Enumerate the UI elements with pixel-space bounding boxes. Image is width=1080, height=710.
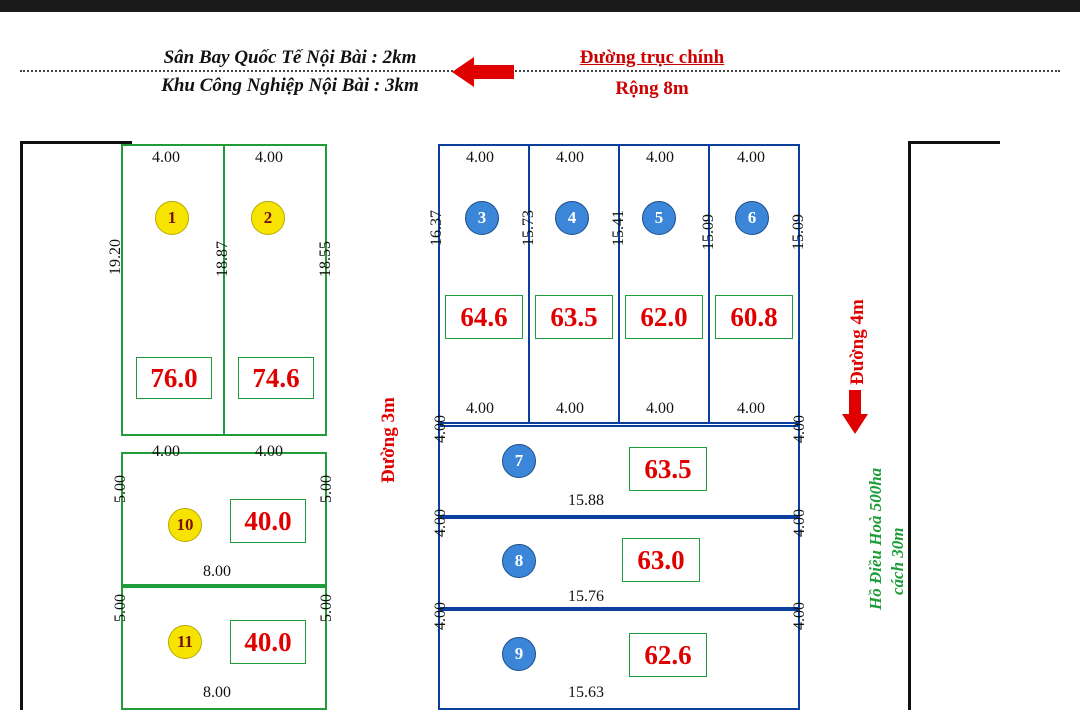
plot-9-area: 62.6: [629, 633, 707, 677]
plot-2-bottom-width: 4.00: [255, 443, 283, 460]
plot-6-top-width: 4.00: [737, 149, 765, 166]
plot-marker-3[interactable]: 3: [465, 201, 499, 235]
plot-10-bottom-width: 8.00: [203, 563, 231, 580]
plot-3-right-depth: 15.73: [520, 210, 537, 246]
right-block-plot-5[interactable]: [618, 144, 710, 424]
plot-5-right-depth: 15.09: [700, 214, 717, 250]
plot-8-bottom-width: 15.76: [568, 588, 604, 605]
plot-4-area: 63.5: [535, 295, 613, 339]
plot-4-top-width: 4.00: [556, 149, 584, 166]
plot-marker-6[interactable]: 6: [735, 201, 769, 235]
frame-right-top-horizontal: [908, 141, 1000, 144]
plot-11-left-depth: 5.00: [112, 594, 129, 622]
plot-8-left-depth: 4.00: [432, 509, 449, 537]
plot-7-right-depth: 4.00: [791, 415, 808, 443]
plot-marker-8[interactable]: 8: [502, 544, 536, 578]
plot-11-bottom-width: 8.00: [203, 684, 231, 701]
plot-10-area: 40.0: [230, 499, 306, 543]
plot-7-bottom-width: 15.88: [568, 492, 604, 509]
plot-4-bottom-width: 4.00: [556, 400, 584, 417]
plot-marker-2[interactable]: 2: [251, 201, 285, 235]
plot-7-left-depth: 4.00: [432, 415, 449, 443]
plot-2-top-width: 4.00: [255, 149, 283, 166]
plot-5-top-width: 4.00: [646, 149, 674, 166]
header-right-line-1: Đường trục chính: [579, 47, 725, 68]
plot-4-right-depth: 15.41: [610, 210, 627, 246]
plot-3-left-depth: 16.37: [428, 210, 445, 246]
plot-5-area: 62.0: [625, 295, 703, 339]
plot-1-area: 76.0: [136, 357, 212, 399]
lake-label-line-2: cách 30m: [888, 527, 907, 595]
lake-label-line-1: Hồ Điều Hoà 500ha: [866, 467, 885, 610]
plot-marker-4[interactable]: 4: [555, 201, 589, 235]
right-block-plot-4[interactable]: [528, 144, 620, 424]
plot-6-right-depth: 15.09: [790, 214, 807, 250]
header-right-line-2: Rộng 8m: [615, 78, 689, 99]
header-left-line-2: Khu Công Nghiệp Nội Bài : 3km: [161, 75, 419, 96]
plot-7-area: 63.5: [629, 447, 707, 491]
right-block-plot-9[interactable]: [438, 609, 800, 710]
plot-9-bottom-width: 15.63: [568, 684, 604, 701]
frame-left-top-horizontal: [20, 141, 132, 144]
plot-6-bottom-width: 4.00: [737, 400, 765, 417]
plot-1-bottom-width: 4.00: [152, 443, 180, 460]
plot-2-area: 74.6: [238, 357, 314, 399]
top-black-bar: [0, 0, 1080, 12]
right-block-plot-3[interactable]: [438, 144, 530, 424]
plot-marker-7[interactable]: 7: [502, 444, 536, 478]
plot-2-right-depth: 18.55: [317, 241, 334, 277]
plot-8-right-depth: 4.00: [791, 509, 808, 537]
header-left-text: [140, 44, 440, 100]
plot-3-area: 64.6: [445, 295, 523, 339]
header-right-text: [527, 42, 777, 104]
plot-1-top-width: 4.00: [152, 149, 180, 166]
plot-marker-11[interactable]: 11: [168, 625, 202, 659]
plot-1-left-depth: 19.20: [107, 239, 124, 275]
frame-right-vertical: [908, 141, 911, 710]
right-block-plot-8[interactable]: [438, 517, 800, 609]
right-block-plot-7[interactable]: [438, 425, 800, 517]
plot-marker-10[interactable]: 10: [168, 508, 202, 542]
road-right-label: Đường 4m: [847, 299, 868, 385]
plot-11-right-depth: 5.00: [318, 594, 335, 622]
plot-5-bottom-width: 4.00: [646, 400, 674, 417]
plot-marker-1[interactable]: 1: [155, 201, 189, 235]
plot-10-left-depth: 5.00: [112, 475, 129, 503]
plot-marker-5[interactable]: 5: [642, 201, 676, 235]
road-middle-label: Đường 3m: [378, 397, 399, 483]
plot-3-top-width: 4.00: [466, 149, 494, 166]
plot-1-right-depth: 18.87: [214, 241, 231, 277]
header-left-line-1: Sân Bay Quốc Tế Nội Bài : 2km: [163, 47, 417, 68]
plot-6-area: 60.8: [715, 295, 793, 339]
arrow-left-icon: [452, 55, 514, 89]
frame-left-vertical: [20, 141, 23, 710]
plot-marker-9[interactable]: 9: [502, 637, 536, 671]
plot-8-area: 63.0: [622, 538, 700, 582]
plot-10-right-depth: 5.00: [318, 475, 335, 503]
plot-11-area: 40.0: [230, 620, 306, 664]
right-block-plot-6[interactable]: [708, 144, 800, 424]
plot-3-bottom-width: 4.00: [466, 400, 494, 417]
arrow-down-icon: [840, 390, 870, 434]
plot-9-left-depth: 4.00: [432, 602, 449, 630]
plot-9-right-depth: 4.00: [791, 602, 808, 630]
